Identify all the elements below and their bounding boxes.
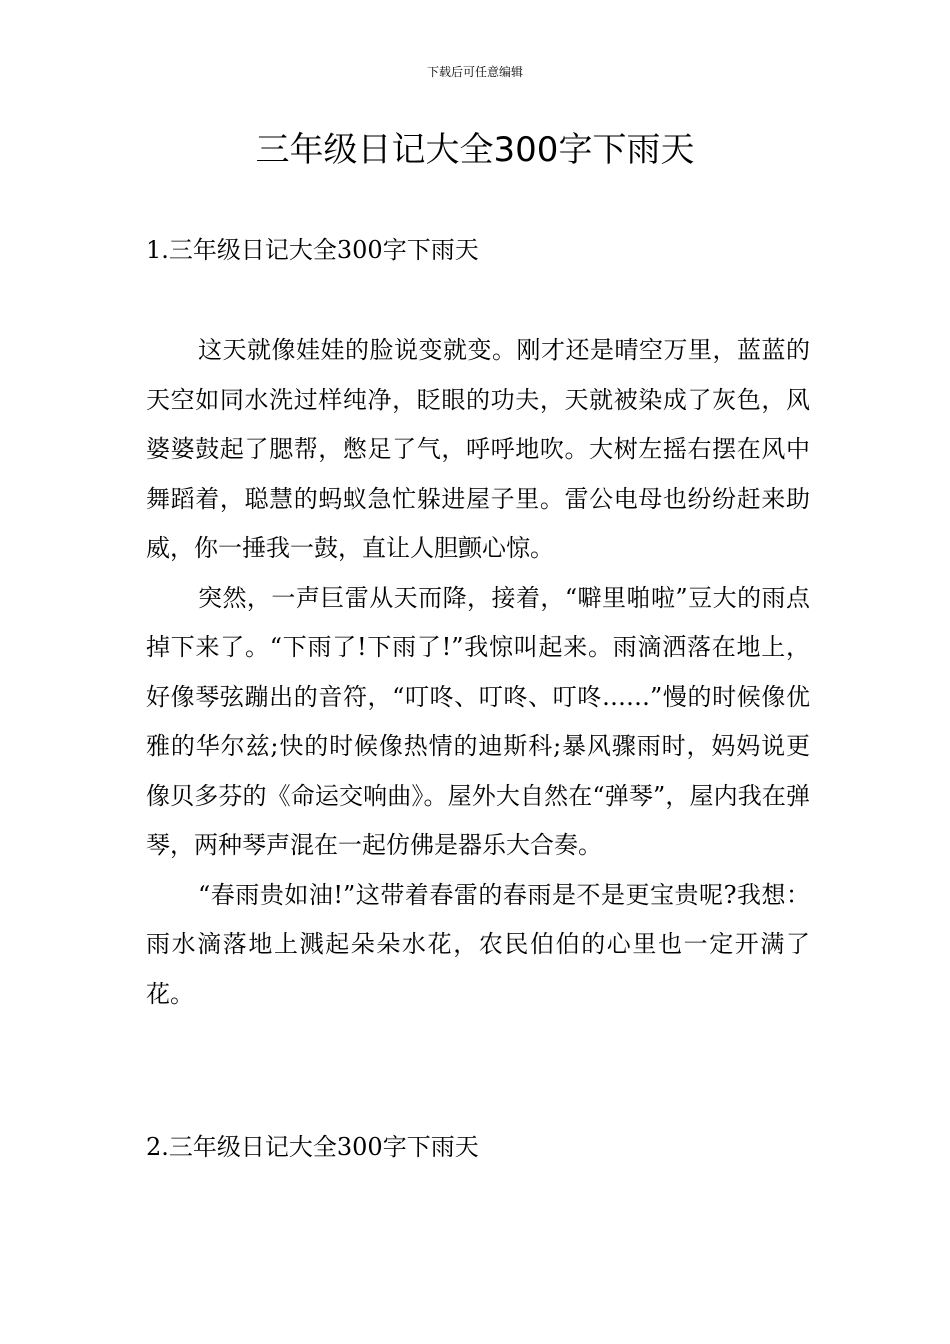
paragraph: “春雨贵如油!”这带着春雷的春雨是不是更宝贵呢?我想：雨水滴落地上溅起朵朵水花，农民伯伯的心里也一定开满了花。 xyxy=(146,880,810,1008)
section-heading-2: 2.三年级日记大全300字下雨天 xyxy=(146,1133,479,1161)
paragraph: 这天就像娃娃的脸说变就变。刚才还是晴空万里，蓝蓝的天空如同水洗过样纯净，眨眼的功夫，天就被染成了灰色，风婆婆鼓起了腮帮，憋足了气，呼呼地吹。大树左摇右摆在风中舞蹈着，聪慧的蚂蚁急忙躲进屋子里。雷公电母也纷纷赶来助威，你一捶我一鼓，直让人胆颤心惊。 xyxy=(146,336,810,562)
document-title: 三年级日记大全300字下雨天 xyxy=(255,130,695,170)
section-body-1 xyxy=(146,326,810,1019)
section-heading-1: 1.三年级日记大全300字下雨天 xyxy=(146,236,479,264)
paragraph: 突然，一声巨雷从天而降，接着，“噼里啪啦”豆大的雨点掉下来了。“下雨了!下雨了!”我惊叫起来。雨滴洒落在地上，好像琴弦蹦出的音符，“叮咚、叮咚、叮咚……”慢的时候像优雅的华尔兹;快的时候像热情的迪斯科;暴风骤雨时，妈妈说更像贝多芬的《命运交响曲》。屋外大自然在“弹琴”，屋内我在弹琴，两种琴声混在一起仿佛是器乐大合奏。 xyxy=(146,583,810,859)
header-watermark: 下载后可任意编辑 xyxy=(426,65,523,79)
